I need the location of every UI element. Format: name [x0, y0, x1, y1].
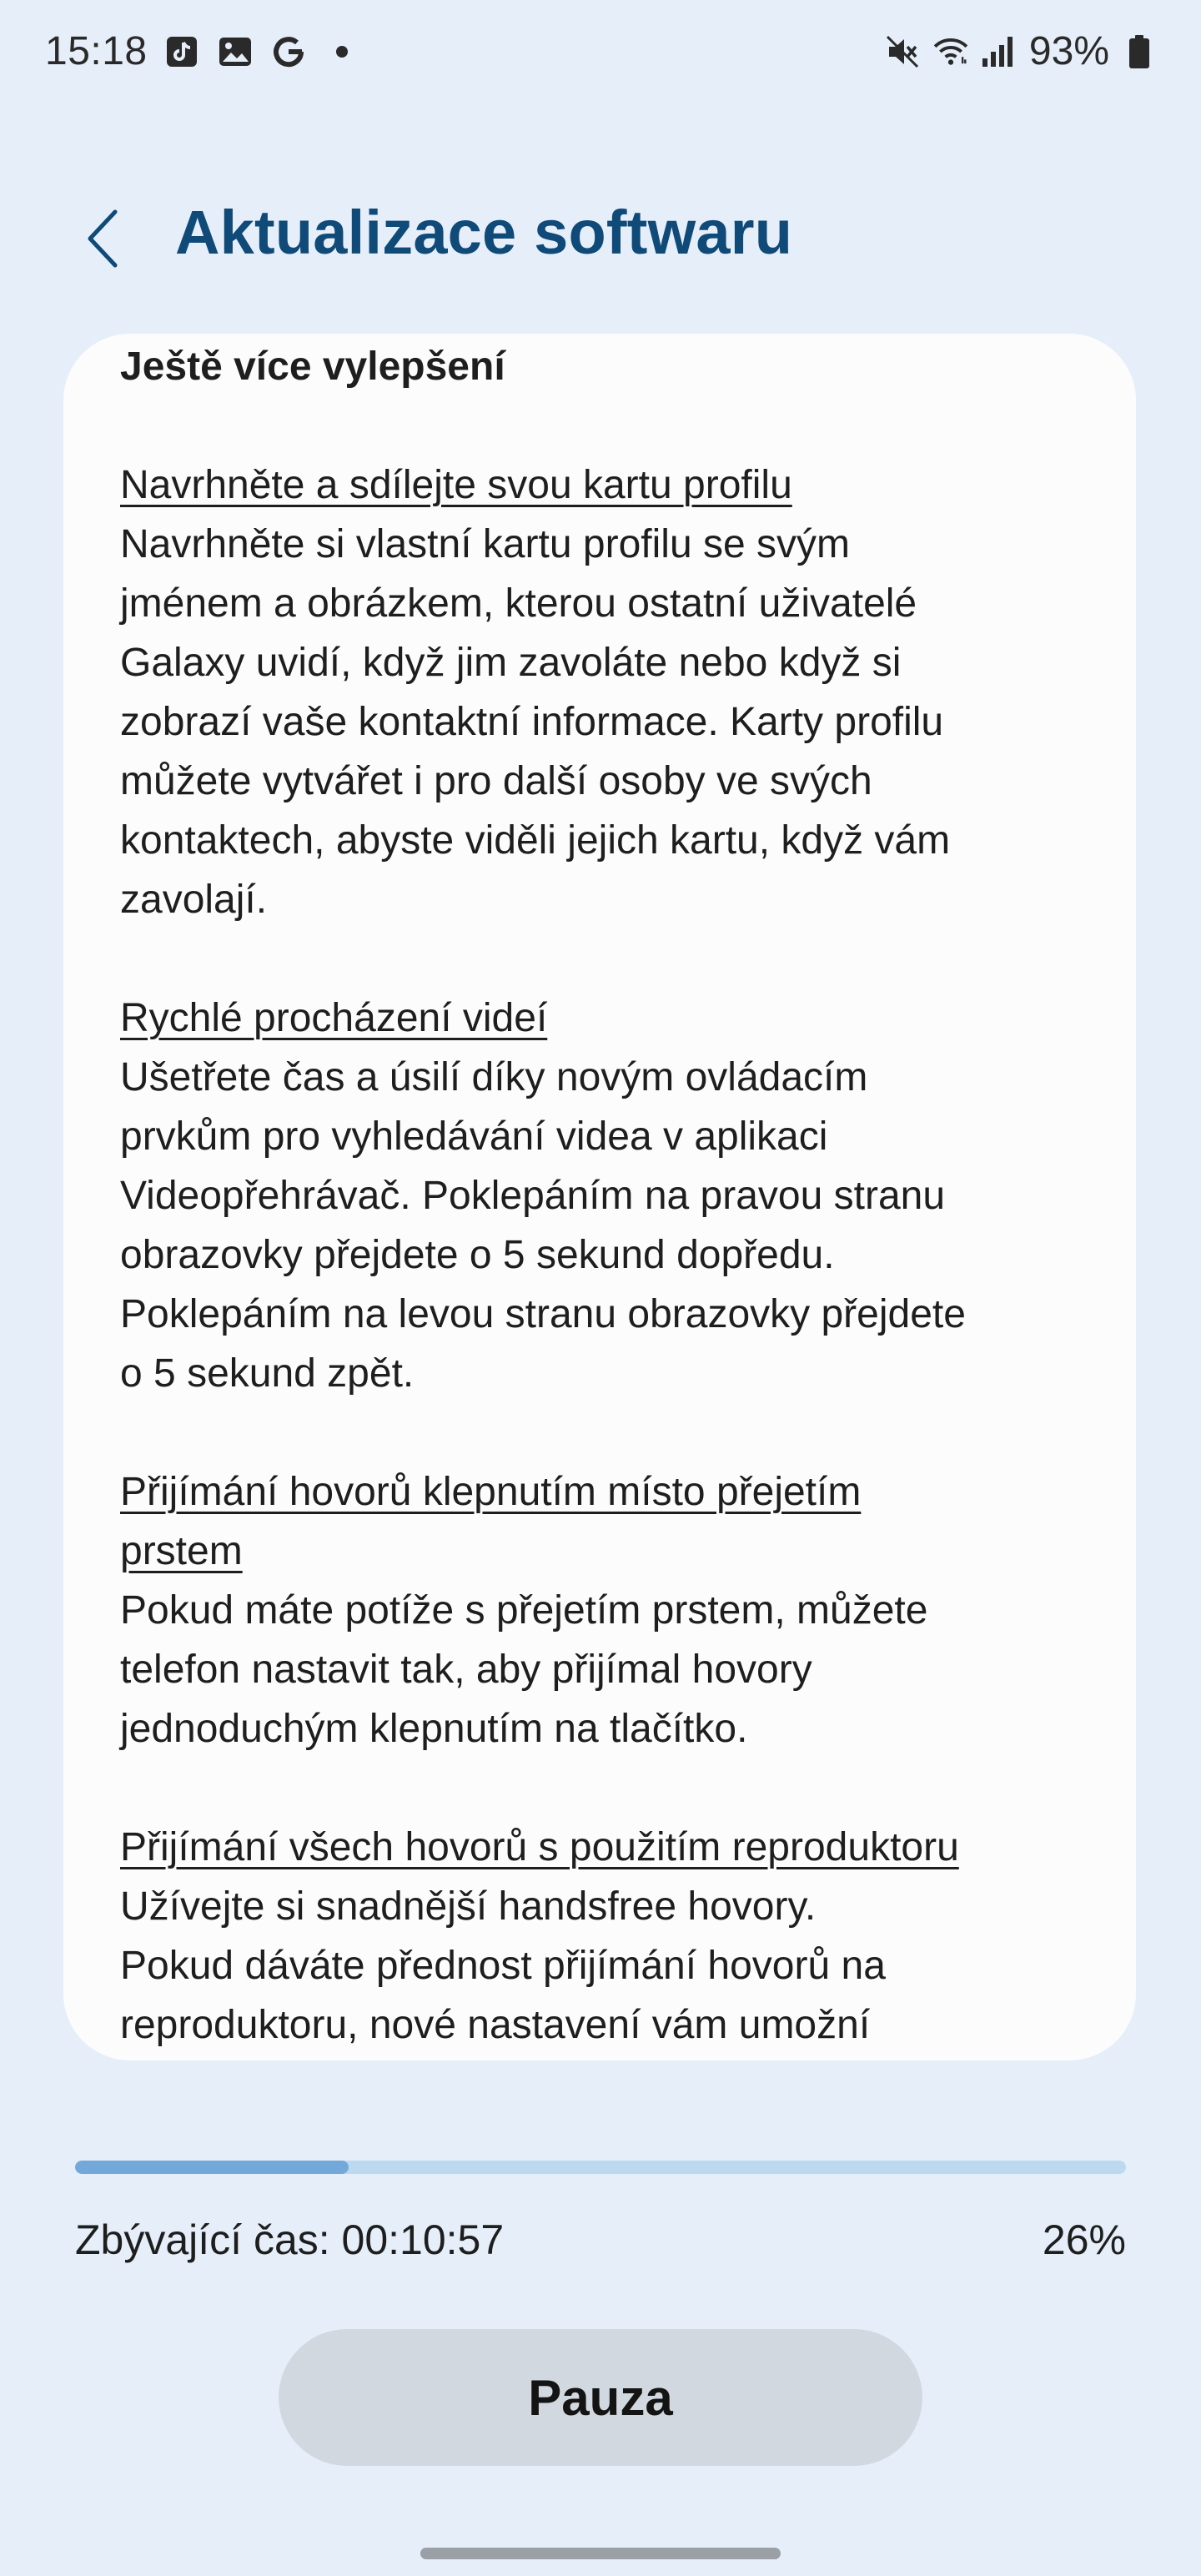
- feature-body-line: Užívejte si snadnější handsfree hovory.: [120, 1884, 817, 1929]
- feature-body: [120, 1877, 1096, 2055]
- wifi-icon: [932, 33, 969, 70]
- back-button[interactable]: [65, 197, 140, 280]
- feature-body-line: můžete vytvářet i pro další osoby ve svých: [120, 759, 872, 803]
- remaining-time: Zbývající čas: 00:10:57: [75, 2216, 505, 2263]
- feature-body: [120, 1581, 1096, 1758]
- system-icons: [884, 28, 1158, 74]
- section-heading: Ještě více vylepšení: [120, 345, 505, 389]
- google-icon: [270, 33, 307, 70]
- status-bar: [0, 0, 1201, 108]
- feature-body-line: Pokud dáváte přednost přijímání hovorů na: [120, 1944, 886, 1988]
- feature-body-line: Pokud máte potíže s přejetím prstem, můžete: [120, 1588, 928, 1633]
- feature-tap-answer: [120, 1462, 1096, 1758]
- chevron-left-icon: [82, 205, 123, 272]
- release-notes-card[interactable]: [63, 334, 1136, 2060]
- download-progress-bar: [75, 2161, 1126, 2174]
- feature-body-line: jednoduchým klepnutím na tlačítko.: [120, 1707, 748, 1751]
- feature-body-line: zobrazí vaše kontaktní informace. Karty profilu: [120, 700, 944, 744]
- feature-body: [120, 515, 1096, 929]
- dot-icon: [324, 33, 360, 70]
- feature-title-line: prstem: [120, 1529, 243, 1573]
- pause-button[interactable]: Pauza: [279, 2329, 922, 2466]
- feature-body-line: reproduktoru, nové nastavení vám umožní: [120, 2003, 871, 2047]
- feature-body-line: zavolají.: [120, 878, 268, 922]
- feature-video-seek: [120, 989, 1096, 1403]
- status-time: 15:18: [45, 29, 148, 73]
- feature-body-line: kontaktech, abyste viděli jejich kartu, když vám: [120, 818, 951, 863]
- feature-title: Navrhněte a sdílejte svou kartu profilu: [120, 463, 792, 507]
- mute-icon: [884, 33, 921, 70]
- feature-body-line: Videopřehrávač. Poklepáním na pravou stranu: [120, 1174, 946, 1218]
- progress-percent: 26%: [1042, 2216, 1126, 2263]
- feature-body: [120, 1048, 1096, 1403]
- notification-icons: [163, 33, 360, 70]
- home-indicator[interactable]: [420, 2548, 781, 2559]
- feature-body-line: prvkům pro vyhledávání videa v aplikaci: [120, 1114, 828, 1159]
- release-notes-scroll[interactable]: [120, 334, 1096, 2055]
- feature-body-line: jménem a obrázkem, kterou ostatní uživatelé: [120, 581, 917, 626]
- feature-body-line: obrazovky přejdete o 5 sekund dopředu.: [120, 1233, 835, 1277]
- signal-icon: [981, 33, 1018, 70]
- app-header: [0, 184, 1201, 292]
- feature-body-line: o 5 sekund zpět.: [120, 1351, 415, 1396]
- battery-icon: [1121, 33, 1158, 70]
- download-progress-fill: [75, 2161, 349, 2174]
- feature-body-line: Ušetřete čas a úsilí díky novým ovládacím: [120, 1055, 868, 1099]
- feature-title: Přijímání všech hovorů s použitím reproduktoru: [120, 1825, 959, 1869]
- gallery-icon: [217, 33, 254, 70]
- tiktok-icon: [163, 33, 200, 70]
- page-title: Aktualizace softwaru: [175, 198, 793, 267]
- feature-title: Rychlé procházení videí: [120, 996, 548, 1040]
- feature-body-line: Navrhněte si vlastní kartu profilu se svým: [120, 522, 850, 566]
- feature-title: [120, 1462, 1096, 1581]
- feature-title-line: Přijímání hovorů klepnutím místo přejetím: [120, 1470, 862, 1514]
- feature-body-line: Galaxy uvidí, když jim zavoláte nebo když si: [120, 641, 902, 685]
- feature-body-line: Poklepáním na levou stranu obrazovky přejdete: [120, 1292, 966, 1336]
- feature-body-line: telefon nastavit tak, aby přijímal hovory: [120, 1648, 812, 1692]
- battery-percent: 93%: [1028, 29, 1109, 73]
- feature-profile-card: [120, 455, 1096, 929]
- feature-speaker-answer: [120, 1818, 1096, 2055]
